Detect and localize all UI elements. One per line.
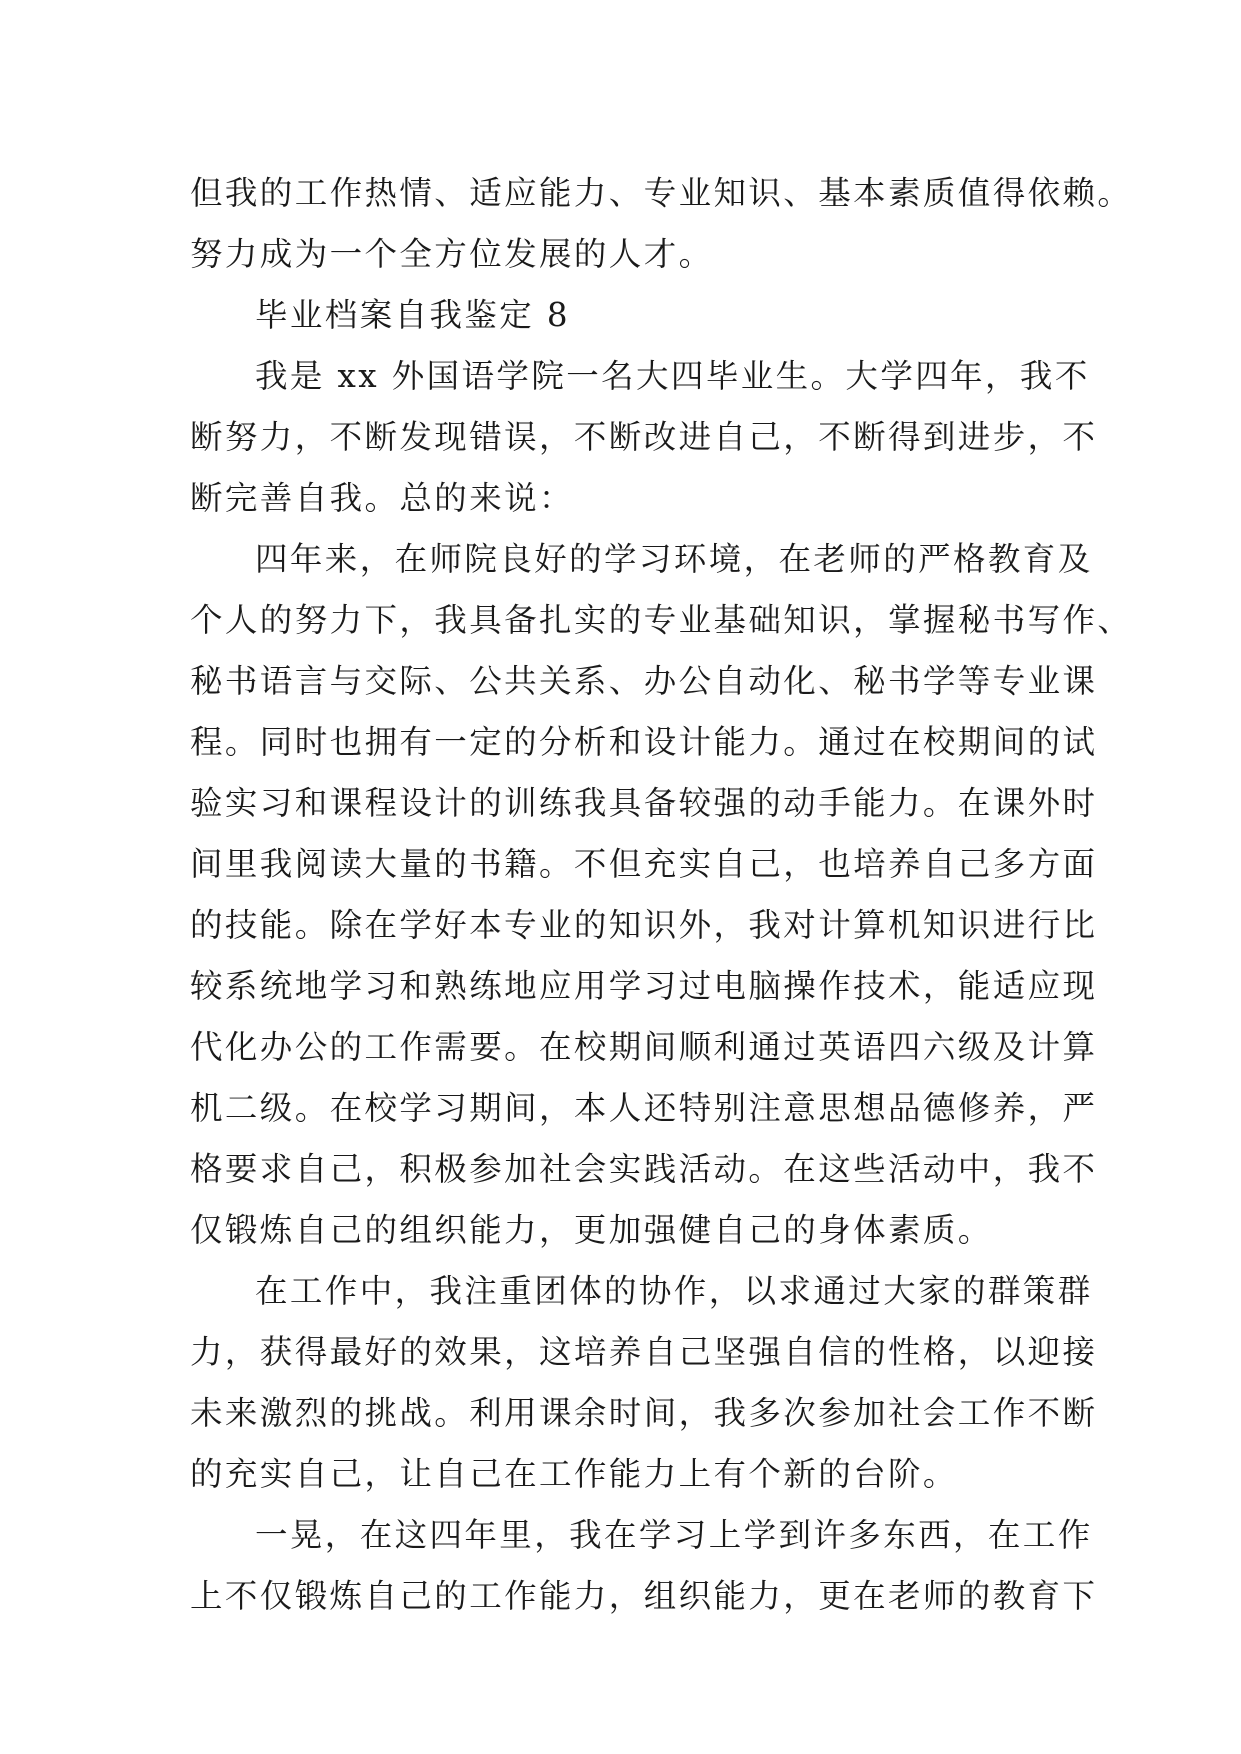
text-line: 未来激烈的挑战。利用课余时间，我多次参加社会工作不断 (190, 1394, 1098, 1432)
text-line: 努力成为一个全方位发展的人才。 (190, 235, 714, 273)
text-line: 格要求自己，积极参加社会实践活动。在这些活动中，我不 (190, 1150, 1098, 1188)
text-line: 但我的工作热情、适应能力、专业知识、基本素质值得依赖。 (190, 174, 1133, 212)
text-line: 在工作中，我注重团体的协作，以求通过大家的群策群 (255, 1272, 1093, 1310)
text-line: 机二级。在校学习期间，本人还特别注意思想品德修养，严 (190, 1089, 1098, 1127)
text-line: 我是 xx 外国语学院一名大四毕业生。大学四年，我不 (255, 357, 1090, 395)
text-line: 个人的努力下，我具备扎实的专业基础知识，掌握秘书写作、 (190, 601, 1133, 639)
text-line: 程。同时也拥有一定的分析和设计能力。通过在校期间的试 (190, 723, 1098, 761)
section-heading: 毕业档案自我鉴定 8 (255, 296, 571, 334)
text-line: 四年来，在师院良好的学习环境，在老师的严格教育及 (255, 540, 1093, 578)
text-line: 仅锻炼自己的组织能力，更加强健自己的身体素质。 (190, 1211, 993, 1249)
text-line: 力，获得最好的效果，这培养自己坚强自信的性格，以迎接 (190, 1333, 1098, 1371)
text-line: 秘书语言与交际、公共关系、办公自动化、秘书学等专业课 (190, 662, 1098, 700)
text-line: 一晃，在这四年里，我在学习上学到许多东西，在工作 (255, 1516, 1093, 1554)
text-line: 的技能。除在学好本专业的知识外，我对计算机知识进行比 (190, 906, 1098, 944)
text-line: 断完善自我。总的来说： (190, 479, 574, 517)
text-line: 的充实自己，让自己在工作能力上有个新的台阶。 (190, 1455, 958, 1493)
text-line: 较系统地学习和熟练地应用学习过电脑操作技术，能适应现 (190, 967, 1098, 1005)
text-line: 代化办公的工作需要。在校期间顺利通过英语四六级及计算 (190, 1028, 1098, 1066)
document-body (190, 163, 1133, 1627)
text-line: 验实习和课程设计的训练我具备较强的动手能力。在课外时 (190, 784, 1098, 822)
text-line: 上不仅锻炼自己的工作能力，组织能力，更在老师的教育下 (190, 1577, 1098, 1615)
text-line: 间里我阅读大量的书籍。不但充实自己，也培养自己多方面 (190, 845, 1098, 883)
text-line: 断努力，不断发现错误，不断改进自己，不断得到进步，不 (190, 418, 1098, 456)
